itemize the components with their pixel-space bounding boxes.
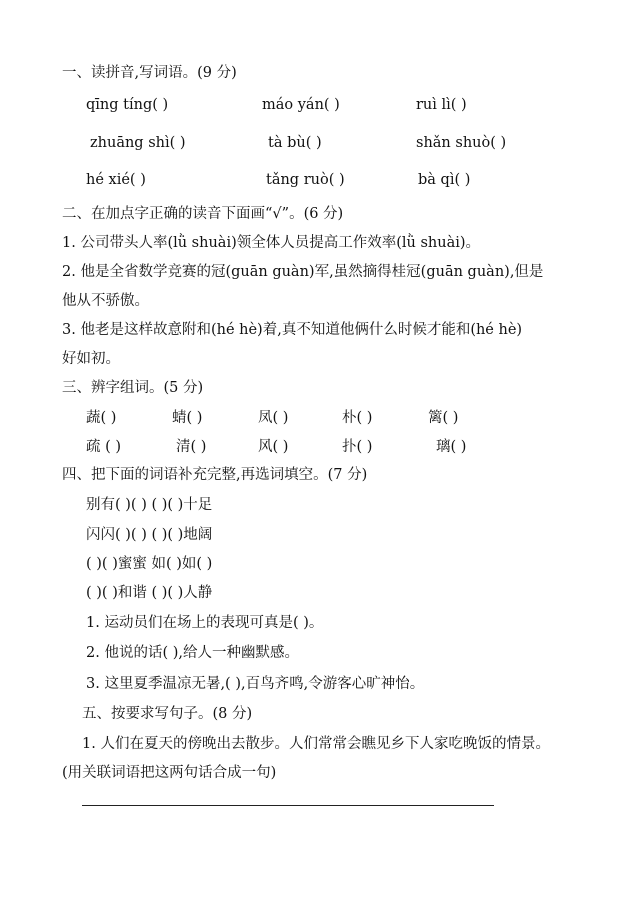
section5-title: 五、按要求写句子。(8 分) [82, 706, 253, 722]
char-group-item: 清( ) [176, 439, 207, 455]
pinyin-item: zhuāng shì( ) [90, 135, 186, 151]
char-group-item: 蔬( ) [86, 410, 117, 426]
pinyin-item: máo yán( ) [262, 97, 340, 113]
fill-question: 1. 运动员们在场上的表现可真是( )。 [86, 615, 324, 631]
char-group-item: 朴( ) [342, 410, 373, 426]
section4-title: 四、把下面的词语补充完整,再选词填空。(7 分) [62, 467, 368, 483]
idiom-row: 别有( )( ) ( )( )十足 [86, 497, 213, 513]
section2-title: 二、在加点字正确的读音下面画“√”。(6 分) [62, 206, 344, 222]
char-group-item: 凤( ) [258, 410, 289, 426]
fill-question: 2. 他说的话( ),给人一种幽默感。 [86, 645, 299, 661]
question-line: 2. 他是全省数学竞赛的冠(guān guàn)军,虽然摘得桂冠(guān guàn),但是 [62, 264, 544, 280]
char-group-item: 篱( ) [428, 410, 459, 426]
pinyin-item: shǎn shuò( ) [416, 135, 507, 151]
pinyin-item: tǎng ruò( ) [266, 172, 345, 188]
question-line: 3. 他老是这样故意附和(hé hè)着,真不知道他俩什么时候才能和(hé hè) [62, 322, 523, 338]
pinyin-item: hé xié( ) [86, 172, 146, 188]
question-line: 他从不骄傲。 [62, 293, 149, 309]
section1-title: 一、读拼音,写词语。(9 分) [62, 65, 237, 81]
idiom-row: ( )( )蜜蜜 如( )如( ) [86, 556, 213, 572]
char-group-item: 疏 ( ) [86, 439, 122, 455]
char-group-item: 扑( ) [342, 439, 373, 455]
char-group-item: 风( ) [258, 439, 289, 455]
pinyin-item: qīng tíng( ) [86, 97, 169, 113]
pinyin-item: tà bù( ) [268, 135, 322, 151]
sentence-instruction: (用关联词语把这两句话合成一句) [62, 765, 277, 781]
idiom-row: 闪闪( )( ) ( )( )地阔 [86, 527, 213, 543]
section3-title: 三、辨字组词。(5 分) [62, 380, 204, 396]
sentence-question: 1. 人们在夏天的傍晚出去散步。人们常常会瞧见乡下人家吃晚饭的情景。 [82, 736, 550, 752]
fill-question: 3. 这里夏季温凉无暑,( ),百鸟齐鸣,令游客心旷神怡。 [86, 676, 425, 692]
char-group-item: 璃( ) [436, 439, 467, 455]
question-line: 1. 公司带头人率(lǜ shuài)领全体人员提高工作效率(lǜ shuài)。 [62, 235, 481, 251]
answer-line [82, 805, 494, 806]
pinyin-item: bà qì( ) [418, 172, 471, 188]
char-group-item: 蜻( ) [172, 410, 203, 426]
question-line: 好如初。 [62, 351, 120, 367]
pinyin-item: ruì lì( ) [416, 97, 467, 113]
idiom-row: ( )( )和谐 ( )( )人静 [86, 585, 213, 601]
